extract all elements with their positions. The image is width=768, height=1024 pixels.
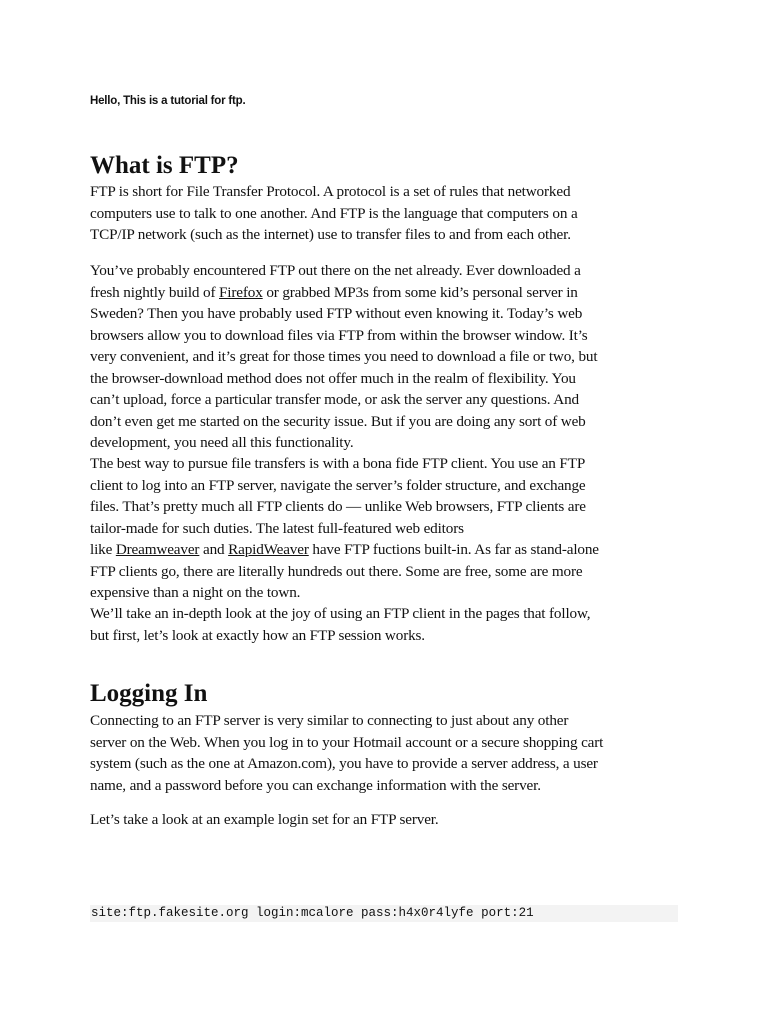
- heading-what-is-ftp: What is FTP?: [90, 152, 239, 179]
- rapidweaver-link[interactable]: RapidWeaver: [228, 541, 309, 558]
- paragraph-ftp-session-intro: [90, 603, 680, 646]
- text-line: computers use to talk to one another. And FTP is the language that computers on a: [90, 204, 578, 222]
- paragraph-ftp-clients: [90, 453, 680, 604]
- paragraph-example-login: [90, 809, 680, 831]
- text-line: like Dreamweaver and RapidWeaver have FTP fuctions built-in. As far as stand-alone: [90, 541, 599, 558]
- text-line: The best way to pursue file transfers is with a bona fide FTP client. You use an FTP: [90, 455, 586, 472]
- firefox-link[interactable]: Firefox: [219, 283, 263, 301]
- intro-text: Hello, This is a tutorial for ftp.: [90, 95, 246, 107]
- text-line: browsers allow you to download files via FTP from within the browser window. It’s: [90, 326, 588, 344]
- text-line: Sweden? Then you have probably used FTP without even knowing it. Today’s web: [90, 305, 583, 322]
- text-line: the browser-download method does not offer much in the realm of flexibility. You: [90, 369, 576, 387]
- heading-logging-in: Logging In: [90, 680, 208, 707]
- paragraph-connecting: [90, 710, 680, 796]
- text-line: TCP/IP network (such as the internet) use to transfer files to and from each other.: [90, 226, 571, 243]
- text-line: fresh nightly build of Firefox or grabbed MP3s from some kid’s personal server in: [90, 283, 578, 301]
- paragraph-ftp-definition: [90, 181, 680, 246]
- dreamweaver-link[interactable]: Dreamweaver: [115, 541, 200, 558]
- text-line: server on the Web. When you log in to your Hotmail account or a secure shopping cart: [90, 733, 604, 751]
- text-line: FTP clients go, there are literally hundreds out there. Some are free, some are more: [90, 562, 583, 580]
- text-line: don’t even get me started on the security issue. But if you are doing any sort of web: [90, 412, 586, 430]
- text-line: Connecting to an FTP server is very similar to connecting to just about any other: [90, 712, 569, 729]
- text-line: development, you need all this functionality.: [90, 434, 354, 451]
- code-block: [90, 905, 678, 922]
- text-line: We’ll take an in-depth look at the joy of using an FTP client in the pages that follow,: [90, 605, 591, 622]
- text-line: can’t upload, force a particular transfer mode, or ask the server any questions. And: [90, 391, 579, 408]
- text-line: name, and a password before you can exchange information with the server.: [90, 776, 541, 794]
- text-line: very convenient, and it’s great for those times you need to download a file or two, but: [90, 348, 598, 365]
- text-line: files. That’s pretty much all FTP clients do — unlike Web browsers, FTP clients are: [90, 498, 586, 515]
- text-line: tailor-made for such duties. The latest full-featured web editors: [90, 519, 464, 537]
- text-line: You’ve probably encountered FTP out there on the net already. Ever downloaded a: [90, 262, 581, 279]
- text-line: client to log into an FTP server, navigate the server’s folder structure, and exchange: [90, 476, 586, 494]
- text-line: expensive than a night on the town.: [90, 584, 301, 601]
- login-example-code: site:ftp.fakesite.org login:mcalore pass:h4x0r4lyfe port:21: [91, 906, 534, 920]
- paragraph-ftp-browsers: [90, 260, 680, 454]
- text-line: FTP is short for File Transfer Protocol. A protocol is a set of rules that networked: [90, 183, 571, 200]
- text-line: system (such as the one at Amazon.com), you have to provide a server address, a user: [90, 755, 598, 772]
- text-line: but first, let’s look at exactly how an FTP session works.: [90, 626, 425, 644]
- text-line: Let’s take a look at an example login set for an FTP server.: [90, 811, 439, 828]
